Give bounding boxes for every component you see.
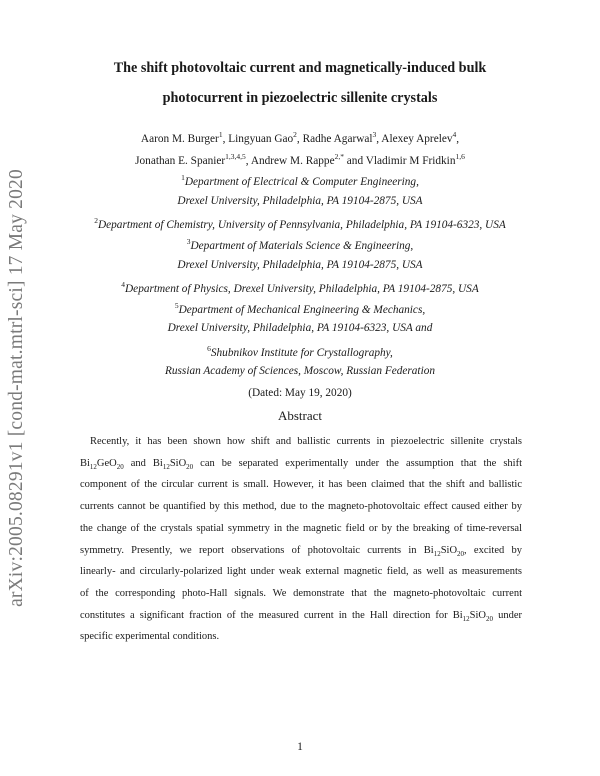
paper-title-line-2: photocurrent in piezoelectric sillenite crystals bbox=[162, 90, 438, 106]
page-number: 1 bbox=[297, 741, 303, 753]
abstract-line: component of the circular current is small. However, it has been claimed that the shift and ballistic bbox=[80, 479, 522, 491]
arxiv-identifier: arXiv:2005.08291v1 [cond-mat.mtrl-sci] 17 May 2020 bbox=[6, 169, 27, 607]
affiliation-2: $^2$Department of Chemistry, University of Pennsylvania, Philadelphia, PA 19104-6323, USA bbox=[94, 216, 506, 231]
abstract-line: the change of the crystals spatial symmetry in the magnetic field or by the breaking of time-reversal bbox=[80, 522, 522, 534]
affiliation-3-cont: Drexel University, Philadelphia, PA 19104-2875, USA bbox=[177, 259, 423, 271]
abstract-line: constitutes a significant fraction of the measured current in the Hall direction for $Bi_{12}SiO_{20}$ under bbox=[80, 609, 522, 623]
abstract-line: currents cannot be quantified by this method, due to the magneto-photovoltaic effect caused either by bbox=[80, 501, 522, 513]
abstract-line: of the corresponding photo-Hall signals. We demonstrate that the magneto-photovoltaic current bbox=[80, 587, 522, 599]
author-line-2: Jonathan E. Spanier$^{1,3,4,5}$, Andrew M. Rappe$^{2,*}$ and Vladimir M Fridkin$^{1,6}$ bbox=[135, 152, 465, 167]
abstract-line: $Bi_{12}GeO_{20}$ and $Bi_{12}SiO_{20}$ can be separated experimentally under the assumption that the shift bbox=[80, 457, 522, 471]
author-line-1: Aaron M. Burger$^1$, Lingyuan Gao$^2$, Radhe Agarwal$^3$, Alexey Aprelev$^4$, bbox=[140, 130, 460, 145]
paper-title-line-1: The shift photovoltaic current and magnetically-induced bulk bbox=[113, 60, 487, 76]
affiliation-5: $^5$Department of Mechanical Engineering & Mechanics, bbox=[174, 301, 426, 316]
affiliation-3: $^3$Department of Materials Science & Engineering, bbox=[186, 237, 414, 252]
abstract-line: symmetry. Presently, we report observations of photovoltaic currents in $Bi_{12}SiO_{20}$, excited by bbox=[80, 544, 522, 558]
affiliation-1-cont: Drexel University, Philadelphia, PA 19104-2875, USA bbox=[177, 195, 423, 207]
abstract-line: Recently, it has been shown how shift and ballistic currents in piezoelectric sillenite crystals bbox=[90, 436, 522, 447]
abstract-body bbox=[80, 431, 522, 648]
affiliation-6-cont: Russian Academy of Sciences, Moscow, Russian Federation bbox=[164, 365, 436, 377]
affiliation-1: $^1$Department of Electrical & Computer Engineering, bbox=[181, 173, 419, 188]
affiliation-4: $^4$Department of Physics, Drexel University, Philadelphia, PA 19104-2875, USA bbox=[121, 280, 479, 295]
abstract-line: linearly- and circularly-polarized light under weak external magnetic field, as well as measurements bbox=[80, 566, 522, 578]
abstract-heading: Abstract bbox=[277, 408, 323, 423]
affiliation-5-cont: Drexel University, Philadelphia, PA 19104-6323, USA and bbox=[167, 322, 433, 334]
affiliation-6: $^6$Shubnikov Institute for Crystallography, bbox=[207, 344, 393, 359]
dated-line: (Dated: May 19, 2020) bbox=[248, 387, 352, 399]
abstract-line: specific experimental conditions. bbox=[80, 631, 220, 643]
